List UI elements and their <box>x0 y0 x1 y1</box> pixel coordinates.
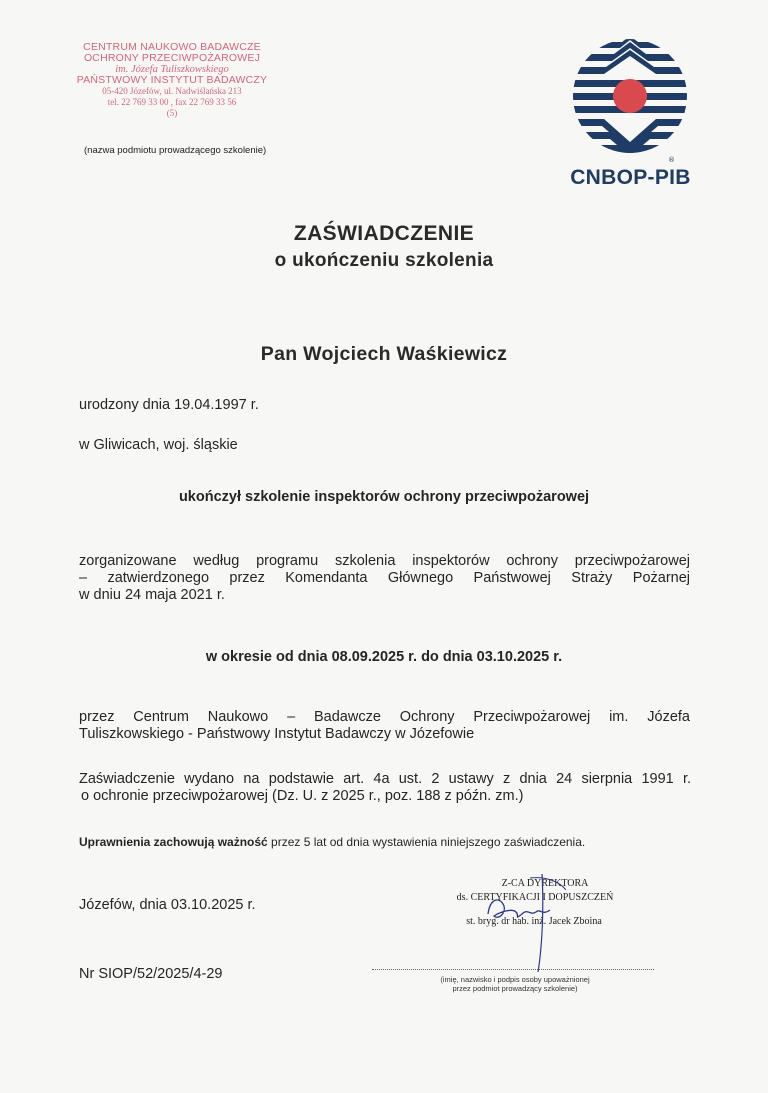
organizer-line-1: przez Centrum Naukowo – Badawcze Ochrony Przeciwpożarowej im. Józefa <box>79 709 690 725</box>
stamp-line-6: tel. 22 769 33 00 , fax 22 769 33 56 <box>107 97 237 107</box>
document-title: ZAŚWIADCZENIE <box>293 222 475 245</box>
institution-stamp <box>62 42 282 119</box>
handwritten-signature <box>470 868 600 978</box>
validity-note <box>79 835 585 849</box>
stamp-line-2: OCHRONY PRZECIWPOŻAROWEJ <box>83 52 261 64</box>
signature-caption-line-2: przez podmiot prowadzący szkolenie) <box>452 984 578 993</box>
completion-statement: ukończył szkolenie inspektorów ochrony przeciwpożarowej <box>178 489 590 505</box>
legal-basis-line-2: o ochronie przeciwpożarowej (Dz. U. z 2025 r., poz. 188 z późn. zm.) <box>81 788 524 804</box>
stamp-line-1: CENTRUM NAUKOWO BADAWCZE <box>83 41 261 53</box>
signature-caption <box>420 975 610 993</box>
legal-basis-line-1: Zaświadczenie wydano na podstawie art. 4a ust. 2 ustawy z dnia 24 sierpnia 1991 r. <box>79 771 691 787</box>
stamp-line-7: (5) <box>166 108 178 118</box>
training-period: w okresie od dnia 08.09.2025 r. do dnia 03.10.2025 r. <box>205 649 563 665</box>
signature-stamp-line-2: ds. CERTYFIKACJI I DOPUSZCZEŃ <box>456 892 614 903</box>
validity-note-rest: przez 5 lat od dnia wystawienia niniejszego zaświadczenia. <box>267 835 586 849</box>
stamp-line-4: PAŃSTWOWY INSTYTUT BADAWCZY <box>76 74 268 86</box>
logo-wordmark: CNBOP-PIB <box>570 166 691 189</box>
stamp-line-5: 05-420 Józefów, ul. Nadwiślańska 213 <box>102 86 242 96</box>
organizer-paragraph <box>79 709 690 743</box>
document-subtitle: o ukończeniu szkolenia <box>274 250 494 271</box>
signature-caption-line-1: (imię, nazwisko i podpis osoby upoważnionej <box>440 975 590 984</box>
recipient-name: Pan Wojciech Waśkiewicz <box>260 343 508 365</box>
issuer-caption: (nazwa podmiotu prowadzącego szkolenie) <box>84 145 267 156</box>
document-number: Nr SIOP/52/2025/4-29 <box>79 966 223 982</box>
program-paragraph <box>79 553 690 604</box>
legal-basis-paragraph <box>79 771 691 805</box>
program-line-3: w dniu 24 maja 2021 r. <box>79 587 225 603</box>
organizer-line-2: Tuliszkowskiego - Państwowy Instytut Badawczy w Józefowie <box>79 726 475 742</box>
stamp-line-3: im. Józefa Tuliszkowskiego <box>115 64 229 75</box>
birth-date-line: urodzony dnia 19.04.1997 r. <box>79 397 259 413</box>
signature-stamp-line-1: Z-CA DYREKTORA <box>501 878 589 889</box>
program-line-1: zorganizowane według programu szkolenia inspektorów ochrony przeciwpożarowej <box>79 553 690 569</box>
signature-line <box>372 969 654 970</box>
validity-note-bold: Uprawnienia zachowują ważność <box>79 835 268 849</box>
svg-text:®: ® <box>668 156 675 164</box>
place-and-date: Józefów, dnia 03.10.2025 r. <box>79 897 256 913</box>
program-line-2: – zatwierdzonego przez Komendanta Głównego Państwowej Straży Pożarnej <box>79 570 690 586</box>
signature-stamp-line-3: st. bryg. dr hab. inż. Jacek Zboina <box>466 916 602 927</box>
birth-place-line: w Gliwicach, woj. śląskie <box>79 437 238 453</box>
